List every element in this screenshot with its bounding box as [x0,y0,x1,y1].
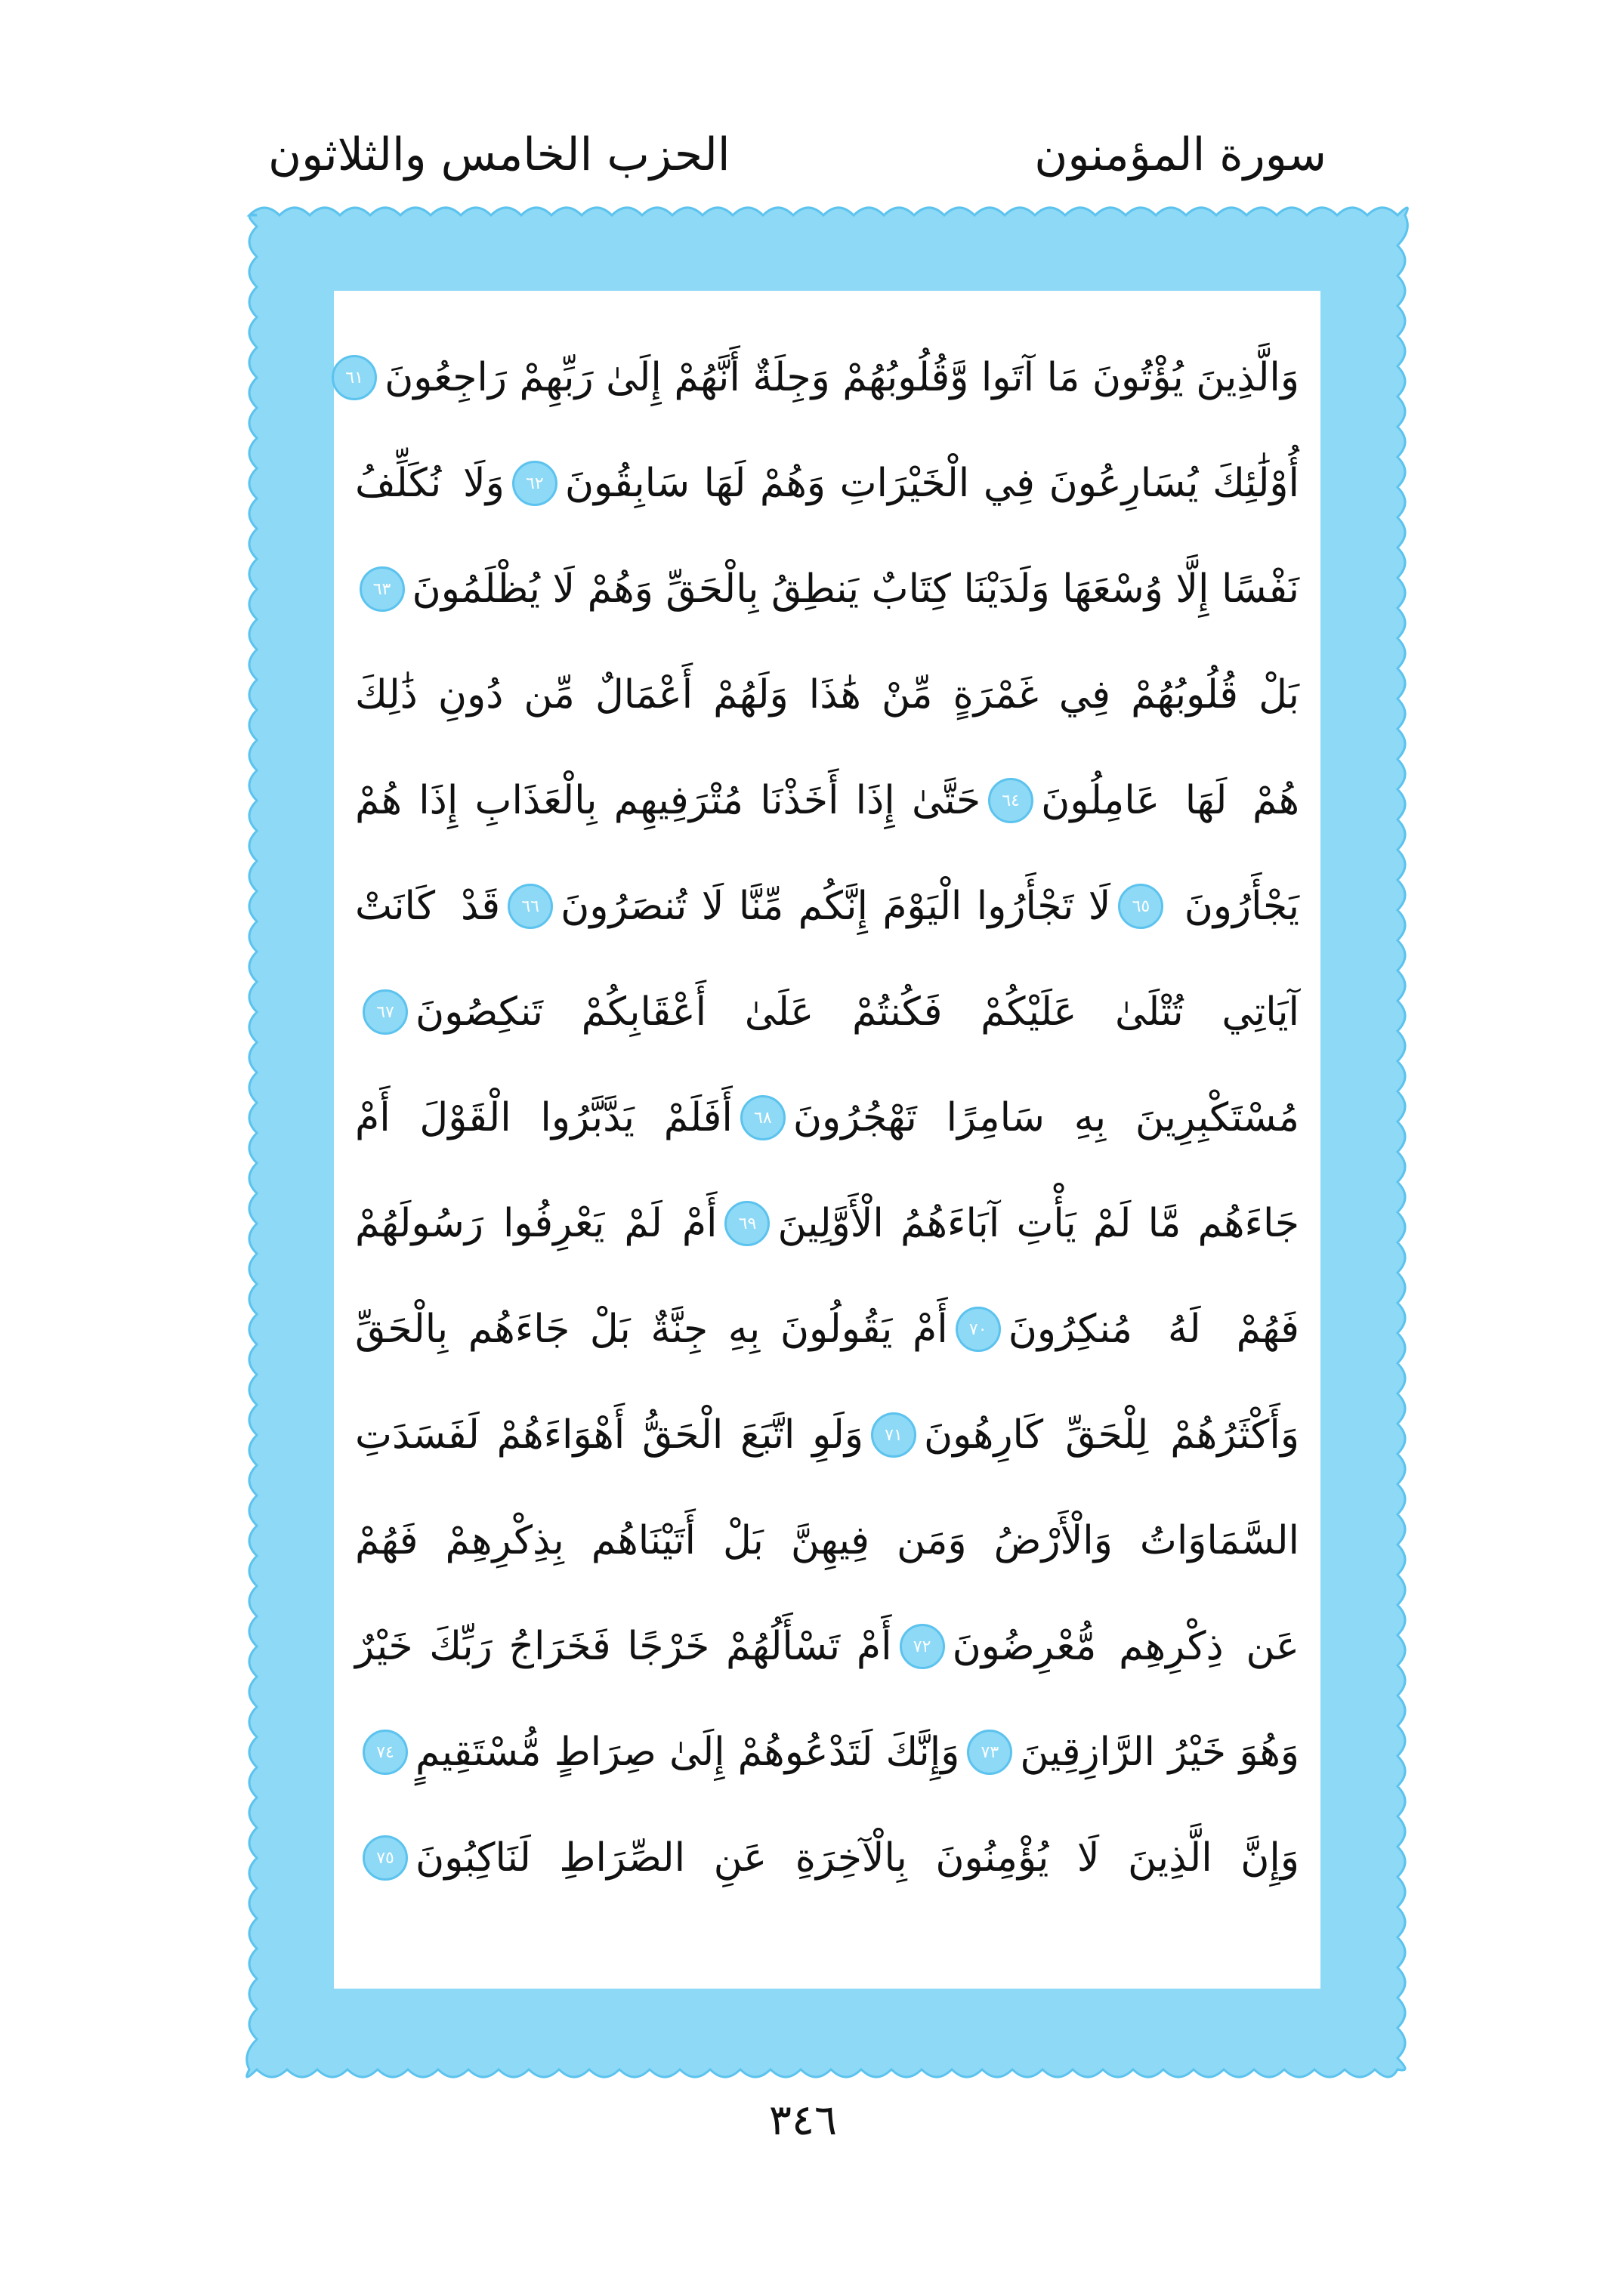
verse-text: السَّمَاوَاتُ وَالْأَرْضُ وَمَن فِيهِنَّ بَلْ أَتَيْنَاهُم بِذِكْرِهِمْ فَهُمْ [355,1518,1299,1563]
verse-line [355,536,1299,642]
verse-line [355,1065,1299,1171]
verse-text: نَفْسًا إِلَّا وُسْعَهَا وَلَدَيْنَا كِتَابٌ يَنطِقُ بِالْحَقِّ وَهُمْ لَا يُظْلَمُونَ [412,566,1299,612]
verse-text: وَلَا نُكَلِّفُ [355,461,505,506]
verse-text: أُوْلَٰئِكَ يُسَارِعُونَ فِي الْخَيْرَاتِ وَهُمْ لَهَا سَابِقُونَ [564,461,1299,506]
verse-line [355,1382,1299,1488]
ayah-number-marker: ٦٥ [1118,884,1163,929]
ayah-number-marker: ٧٥ [363,1835,408,1881]
verse-text: مُسْتَكْبِرِينَ بِهِ سَامِرًا تَهْجُرُونَ [792,1095,1299,1140]
verse-text: آيَاتِي تُتْلَىٰ عَلَيْكُمْ فَكُنتُمْ عَلَىٰ أَعْقَابِكُمْ تَنكِصُونَ [415,989,1299,1035]
verse-text: لَا تَجْأَرُوا الْيَوْمَ إِنَّكُم مِّنَّا لَا تُنصَرُونَ [561,884,1111,929]
ayah-number-marker: ٦٧ [363,989,408,1035]
verse-text: وَأَكْثَرُهُمْ لِلْحَقِّ كَارِهُونَ [923,1412,1299,1458]
verse-line [355,1488,1299,1594]
verse-text: أَمْ تَسْأَلُهُمْ خَرْجًا فَخَرَاجُ رَبِّكَ خَيْرٌ [354,1624,892,1669]
verse-line [355,1805,1299,1911]
ayah-number-marker: ٦٦ [508,884,553,929]
hizb-name: الحزب الخامس والثلاثون [268,128,730,181]
ayah-number-marker: ٦١ [332,355,377,400]
verse-line [355,1171,1299,1276]
surah-name: سورة المؤمنون [1034,128,1326,181]
page-number: ٣٤٦ [768,2096,838,2145]
text-panel [334,291,1320,1989]
verse-text: وَهُوَ خَيْرُ الرَّازِقِينَ [1020,1730,1299,1775]
ayah-number-marker: ٧٢ [900,1624,945,1669]
ayah-number-marker: ٧٠ [956,1307,1001,1352]
ayah-number-marker: ٦٤ [988,778,1033,823]
ayah-number-marker: ٦٨ [740,1095,786,1140]
verse-text: عَن ذِكْرِهِم مُّعْرِضُونَ [952,1624,1299,1669]
verse-text: أَمْ يَقُولُونَ بِهِ جِنَّةٌ بَلْ جَاءَهُم بِالْحَقِّ [355,1307,948,1352]
ayah-number-marker: ٦٩ [724,1201,770,1246]
verse-text: وَالَّذِينَ يُؤْتُونَ مَا آتَوا وَّقُلُوبُهُمْ وَجِلَةٌ أَنَّهُمْ إِلَىٰ رَبِّهِمْ رَاجِعُونَ [385,355,1299,400]
verse-text: أَمْ لَمْ يَعْرِفُوا رَسُولَهُمْ [354,1201,718,1246]
verse-text: وَإِنَّ الَّذِينَ لَا يُؤْمِنُونَ بِالْآخِرَةِ عَنِ الصِّرَاطِ لَنَاكِبُونَ [415,1835,1299,1881]
verse-text: بَلْ قُلُوبُهُمْ فِي غَمْرَةٍ مِّنْ هَٰذَا وَلَهُمْ أَعْمَالٌ مِّن دُونِ ذَٰلِكَ [355,672,1299,718]
verse-text: حَتَّىٰ إِذَا أَخَذْنَا مُتْرَفِيهِم بِالْعَذَابِ إِذَا هُمْ [354,778,981,823]
ayah-number-marker: ٧٣ [967,1730,1012,1775]
verse-lines [345,325,1299,1911]
verse-line [355,1699,1299,1805]
verse-line [355,642,1299,748]
verse-line [355,1594,1299,1699]
verse-line [355,959,1299,1065]
verse-text: هُمْ لَهَا عَامِلُونَ [1041,778,1299,823]
ayah-number-marker: ٦٣ [360,566,405,612]
verse-text: أَفَلَمْ يَدَّبَّرُوا الْقَوْلَ أَمْ [355,1095,733,1140]
ayah-number-marker: ٧٤ [363,1730,408,1775]
verse-line [355,853,1299,959]
decorative-frame [249,208,1405,2077]
page-header [0,113,1606,196]
verse-text: جَاءَهُم مَّا لَمْ يَأْتِ آبَاءَهُمُ الْأَوَّلِينَ [777,1201,1299,1246]
verse-text: يَجْأَرُونَ [1184,884,1299,929]
verse-line [355,1276,1299,1382]
ayah-number-marker: ٦٢ [512,461,557,506]
verse-line [345,325,1299,430]
ayah-number-marker: ٧١ [871,1412,916,1458]
verse-text: وَلَوِ اتَّبَعَ الْحَقُّ أَهْوَاءَهُمْ لَفَسَدَتِ [355,1412,863,1458]
verse-text: وَإِنَّكَ لَتَدْعُوهُمْ إِلَىٰ صِرَاطٍ مُّسْتَقِيمٍ [415,1730,960,1775]
verse-line [355,748,1299,853]
verse-line [355,430,1299,536]
verse-text: فَهُمْ لَهُ مُنكِرُونَ [1008,1307,1299,1352]
verse-text: قَدْ كَانَتْ [355,884,501,929]
